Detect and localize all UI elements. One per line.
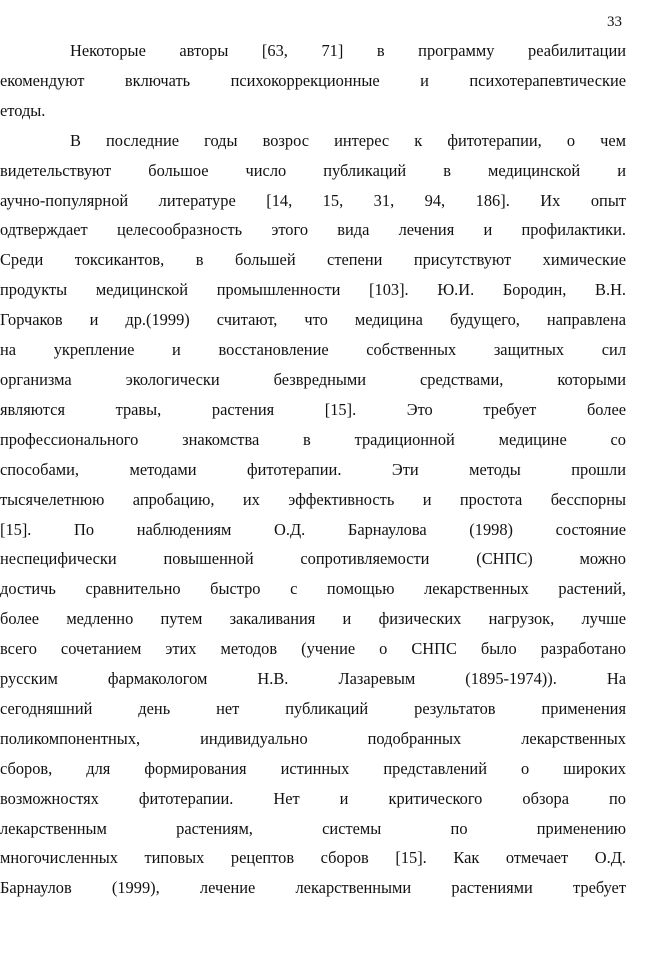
- text-line: В последние годы возрос интерес к фитотерапии, о чем: [70, 130, 626, 150]
- text-line: сборов, для формирования истинных представлений о широких: [0, 758, 626, 778]
- text-line: одтверждает целесообразность этого вида лечения и профилактики.: [0, 220, 626, 240]
- text-line: тысячелетнюю апробацию, их эффективность и простота бесспорны: [0, 489, 626, 509]
- paragraph-phytotherapy: [0, 126, 626, 904]
- text-line: [15]. По наблюдениям О.Д. Барнаулова (1998) состояние: [0, 519, 626, 539]
- text-line: лекарственным растениям, системы по применению: [0, 818, 626, 838]
- text-line: етоды.: [0, 100, 46, 120]
- text-line: поликомпонентных, индивидуально подобранных лекарственных: [0, 728, 626, 748]
- document-body: [0, 36, 626, 903]
- text-line: сегодняшний день нет публикаций результатов применения: [0, 698, 626, 718]
- text-line: достичь сравнительно быстро с помощью лекарственных растений,: [0, 579, 626, 599]
- page-number: 33: [607, 14, 622, 30]
- text-line: продукты медицинской промышленности [103]. Ю.И. Бородин, В.Н.: [0, 280, 626, 300]
- text-line: являются травы, растения [15]. Это требует более: [0, 399, 626, 419]
- text-line: аучно-популярной литературе [14, 15, 31, 94, 186]. Их опыт: [0, 190, 626, 210]
- text-line: русским фармакологом Н.В. Лазаревым (1895-1974)). На: [0, 669, 626, 689]
- text-line: Горчаков и др.(1999) считают, что медицина будущего, направлена: [0, 310, 626, 330]
- text-line: на укрепление и восстановление собственных защитных сил: [0, 340, 626, 360]
- text-line: более медленно путем закаливания и физических нагрузок, лучше: [0, 609, 626, 629]
- text-line: неспецифически повышенной сопротивляемости (СНПС) можно: [0, 549, 626, 569]
- text-line: Среди токсикантов, в большей степени присутствуют химические: [0, 250, 626, 270]
- text-line: видетельствуют большое число публикаций в медицинской и: [0, 160, 626, 180]
- text-line: многочисленных типовых рецептов сборов [15]. Как отмечает О.Д.: [0, 848, 626, 868]
- text-line: возможностях фитотерапии. Нет и критического обзора по: [0, 788, 626, 808]
- text-line: екомендуют включать психокоррекционные и психотерапевтические: [0, 70, 626, 90]
- text-line: Барнаулов (1999), лечение лекарственными растениями требует: [0, 878, 626, 898]
- text-line: профессионального знакомства в традиционной медицине со: [0, 429, 626, 449]
- text-line: Некоторые авторы [63, 71] в программу реабилитации: [70, 41, 626, 60]
- text-line: всего сочетанием этих методов (учение о СНПС было разработано: [0, 639, 626, 659]
- paragraph-rehabilitation: [0, 36, 626, 126]
- text-line: организма экологически безвредными средствами, которыми: [0, 369, 626, 389]
- text-line: способами, методами фитотерапии. Эти методы прошли: [0, 459, 626, 479]
